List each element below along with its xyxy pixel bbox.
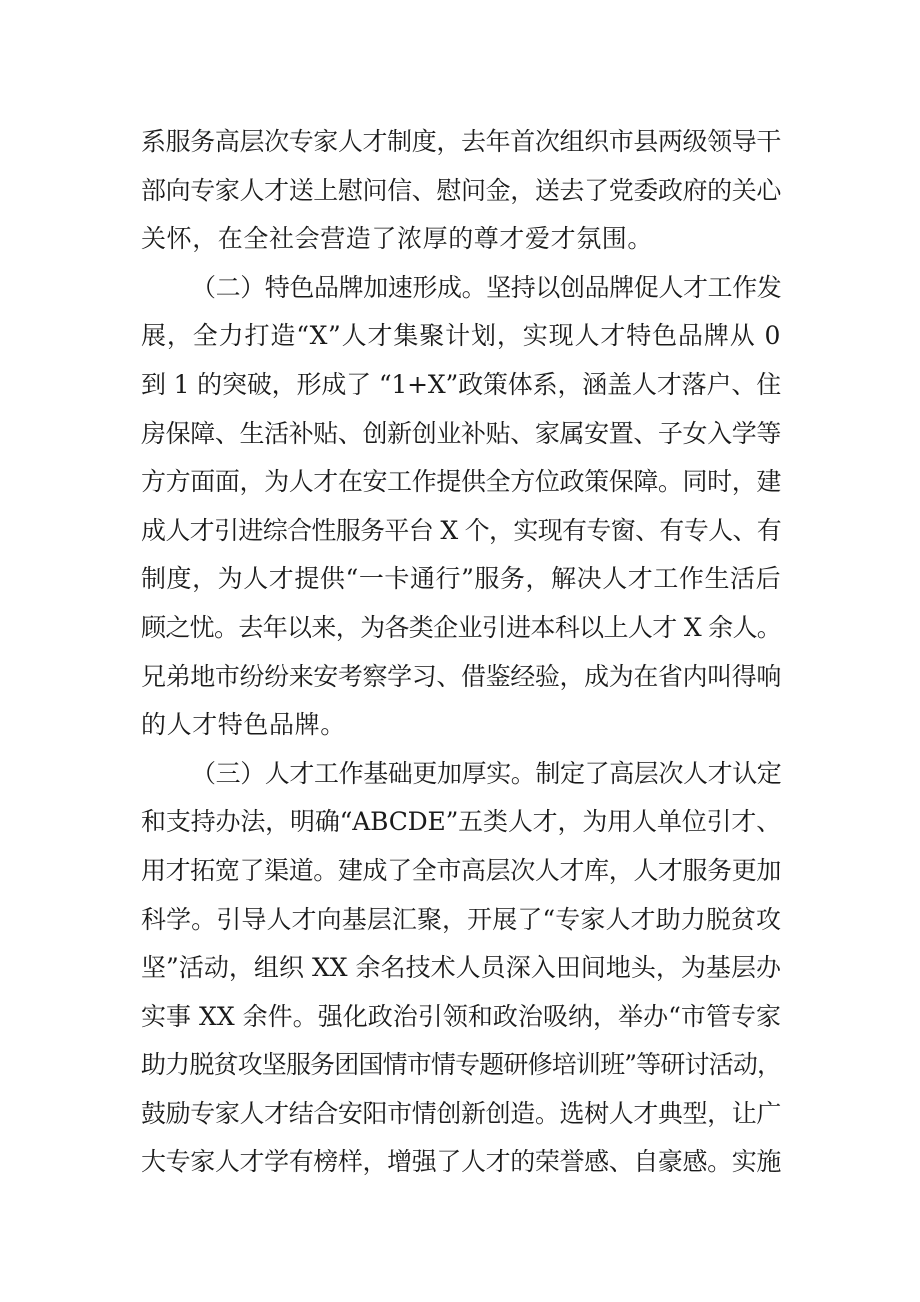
text-line: 坚”活动，组织 XX 余名技术人员深入田间地头，为基层办 [141, 953, 781, 983]
document-body [141, 118, 781, 1187]
text-line: 房保障、生活补贴、创新创业补贴、家属安置、子女入学等 [141, 418, 781, 448]
text-line: 到 1 的突破，形成了 “1+X”政策体系，涵盖人才落户、住 [141, 369, 781, 399]
paragraph-first-line: （二）特色品牌加速形成。坚持以创品牌促人才工作发 [191, 272, 782, 302]
text-line: 的人才特色品牌。 [141, 710, 346, 740]
text-line: 方方面面，为人才在安工作提供全方位政策保障。同时，建 [141, 467, 781, 497]
text-line: 科学。引导人才向基层汇聚，开展了“专家人才助力脱贫攻 [141, 904, 781, 934]
paragraph-first-line: （三）人才工作基础更加厚实。制定了高层次人才认定 [191, 758, 782, 788]
text-line: 大专家人才学有榜样，增强了人才的荣誉感、自豪感。实施 [141, 1147, 781, 1177]
text-line: 和支持办法，明确“ABCDE”五类人才，为用人单位引才、 [141, 807, 781, 837]
text-line: 兄弟地市纷纷来安考察学习、借鉴经验，成为在省内叫得响 [141, 661, 781, 691]
text-line: 鼓励专家人才结合安阳市情创新创造。选树人才典型，让广 [141, 1098, 781, 1128]
text-line: 成人才引进综合性服务平台 X 个，实现有专窗、有专人、有 [141, 515, 781, 545]
text-line: 用才拓宽了渠道。建成了全市高层次人才库，人才服务更加 [141, 855, 781, 885]
text-line: 部向专家人才送上慰问信、慰问金，送去了党委政府的关心 [141, 175, 781, 205]
text-line: 展，全力打造“X”人才集聚计划，实现人才特色品牌从 0 [141, 321, 781, 351]
text-line: 助力脱贫攻坚服务团国情市情专题研修培训班”等研讨活动， [141, 1050, 781, 1080]
text-line: 系服务高层次专家人才制度，去年首次组织市县两级领导干 [141, 127, 781, 156]
text-line: 顾之忧。去年以来，为各类企业引进本科以上人才 X 余人。 [141, 612, 781, 642]
text-line: 实事 XX 余件。强化政治引领和政治吸纳，举办“市管专家 [141, 1001, 781, 1031]
text-line: 关怀，在全社会营造了浓厚的尊才爱才氛围。 [141, 224, 654, 254]
text-line: 制度，为人才提供“一卡通行”服务，解决人才工作生活后 [141, 564, 781, 594]
